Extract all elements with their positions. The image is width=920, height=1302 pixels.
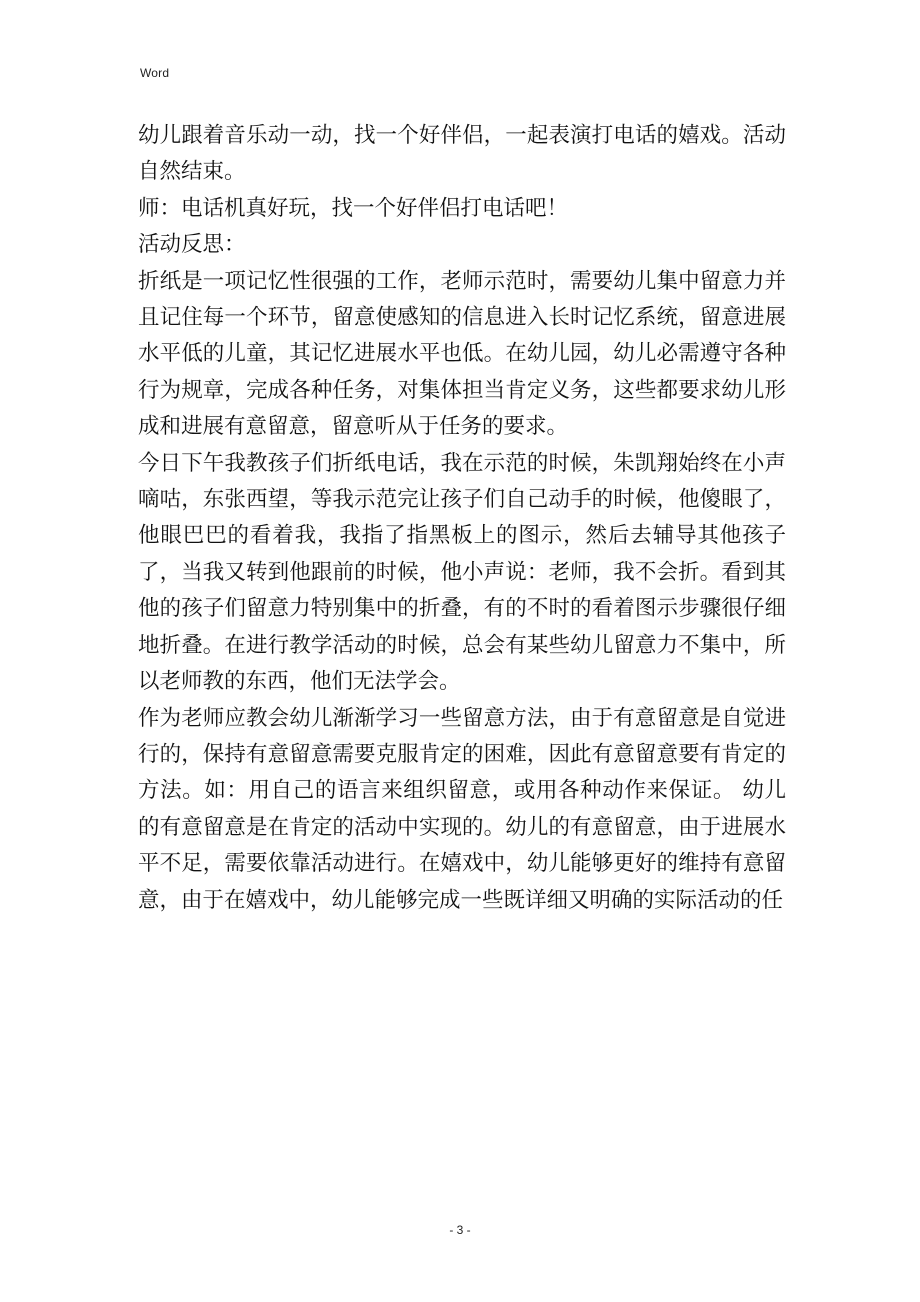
paragraph-attention-methods: 作为老师应教会幼儿渐渐学习一些留意方法，由于有意留意是自觉进行的，保持有意留意需要克服肯定的困难，因此有意留意要有肯定的方法。如：用自己的语言来组织留意，或用各种动作来保证。 幼儿的有意留意是在肯定的活动中实现的。幼儿的有意留意，由于进展水平不足，需要依靠活动进行。在嬉戏中，幼儿能够更好的维持有意留意，由于在嬉戏中，幼儿能够完成一些既详细又明确的实际活动的任 (138, 705, 786, 913)
paragraph-reflection-heading: 活动反思： (138, 232, 246, 258)
page-number: - 3 - (449, 1223, 471, 1237)
paragraph-origami-memory: 折纸是一项记忆性很强的工作，老师示范时，需要幼儿集中留意力并且记住每一个环节，留意使感知的信息进入长时记忆系统，留意进展水平低的儿童，其记忆进展水平也低。在幼儿园，幼儿必需遵守各种行为规章，完成各种任务，对集体担当肯定义务，这些都要求幼儿形成和进展有意留意，留意听从于任务的要求。 (138, 268, 786, 440)
document-body (138, 118, 786, 919)
paragraph-activity-end: 幼儿跟着音乐动一动，找一个好伴侣，一起表演打电话的嬉戏。活动自然结束。 (138, 123, 786, 185)
paragraph-afternoon-lesson: 今日下午我教孩子们折纸电话，我在示范的时候，朱凯翔始终在小声嘀咕，东张西望，等我示范完让孩子们自己动手的时候，他傻眼了，他眼巴巴的看着我，我指了指黑板上的图示，然后去辅导其他孩子了，当我又转到他跟前的时候，他小声说：老师，我不会折。看到其他的孩子们留意力特别集中的折叠，有的不时的看着图示步骤很仔细地折叠。在进行教学活动的时候，总会有某些幼儿留意力不集中，所以老师教的东西，他们无法学会。 (138, 450, 786, 695)
paragraph-teacher-line: 师：电话机真好玩，找一个好伴侣打电话吧！ (138, 195, 569, 221)
page-header-label: Word (140, 66, 170, 80)
